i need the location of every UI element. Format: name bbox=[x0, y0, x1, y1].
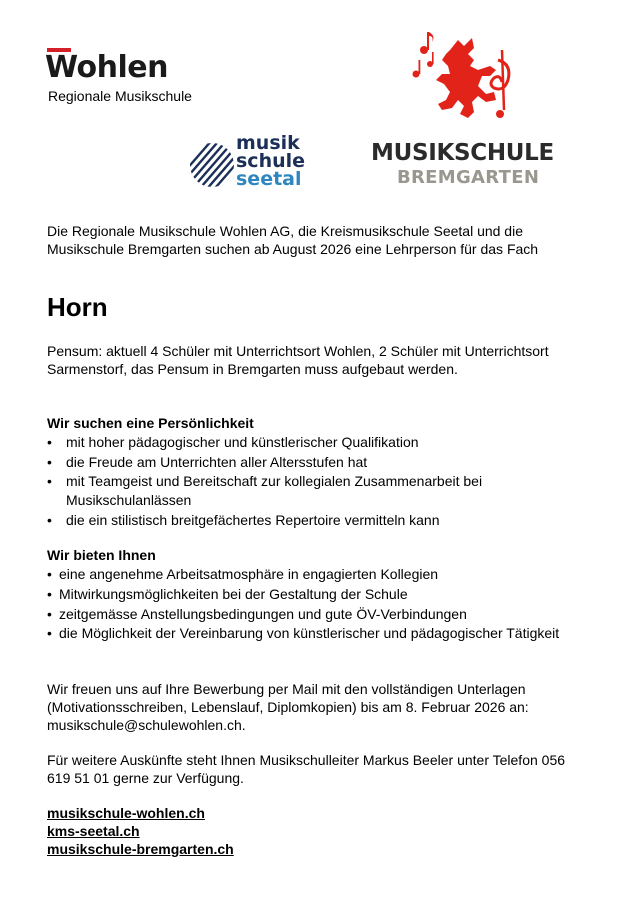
seetal-logo-line3: seetal bbox=[236, 168, 302, 190]
wohlen-logo: Wohlen bbox=[45, 50, 168, 85]
list-item: • zeitgemässe Anstellungsbedingungen und gute ÖV-Verbindungen bbox=[47, 604, 592, 624]
bremgarten-logo-subtitle: BREMGARTEN bbox=[397, 167, 540, 188]
musikschule-seetal-logo bbox=[236, 134, 305, 188]
intro-paragraph: Die Regionale Musikschule Wohlen AG, die Kreismusikschule Seetal und die Musikschule Bremgarten suchen ab August 2026 eine Lehrperson für das Fach bbox=[47, 223, 539, 257]
offer-section bbox=[47, 546, 592, 642]
seeking-list bbox=[47, 432, 592, 530]
seetal-logo-line1: musik bbox=[236, 132, 300, 154]
website-links bbox=[47, 804, 592, 858]
list-item: • mit Teamgeist und Bereitschaft zur kollegialen Zusammenarbeit bei Musikschulanlässen bbox=[47, 472, 592, 510]
offer-list bbox=[47, 564, 592, 642]
link-seetal[interactable]: kms-seetal.ch bbox=[47, 823, 140, 839]
page-title: Horn bbox=[47, 292, 108, 322]
seeking-section bbox=[47, 414, 592, 530]
seeking-title: Wir suchen eine Persönlichkeit bbox=[47, 415, 254, 431]
link-bremgarten[interactable]: musikschule-bremgarten.ch bbox=[47, 841, 234, 857]
bremgarten-lion-icon bbox=[412, 30, 522, 130]
wohlen-logo-subtitle: Regionale Musikschule bbox=[48, 88, 192, 104]
list-item: • eine angenehme Arbeitsatmosphäre in engagierten Kollegien bbox=[47, 564, 592, 584]
pensum-paragraph: Pensum: aktuell 4 Schüler mit Unterrichtsort Wohlen, 2 Schüler mit Unterrichtsort Sarmenstorf, das Pensum in Bremgarten muss aufgebaut werden. bbox=[47, 343, 549, 377]
list-item: • die Möglichkeit der Vereinbarung von künstlerischer und pädagogischer Tätigkeit bbox=[47, 624, 592, 642]
contact-paragraph: Für weitere Auskünfte steht Ihnen Musikschulleiter Markus Beeler unter Telefon 056 619 51 01 gerne zur Verfügung. bbox=[47, 752, 566, 786]
link-wohlen[interactable]: musikschule-wohlen.ch bbox=[47, 805, 205, 821]
application-paragraph: Wir freuen uns auf Ihre Bewerbung per Mail mit den vollständigen Unterlagen (Motivationsschreiben, Lebenslauf, Diplomkopien) bis am 8. Februar 2026 an: musikschule@schulewohlen.ch. bbox=[47, 681, 529, 733]
list-item: • mit hoher pädagogischer und künstlerischer Qualifikation bbox=[47, 432, 592, 452]
offer-title: Wir bieten Ihnen bbox=[47, 547, 156, 563]
list-item: • die Freude am Unterrichten aller Altersstufen hat bbox=[47, 452, 592, 472]
seetal-logo-line2: schule bbox=[236, 150, 306, 172]
musikschule-seetal-logo-mark-icon bbox=[189, 142, 235, 188]
list-item: • die ein stilistisch breitgefächertes Repertoire vermitteln kann bbox=[47, 510, 592, 530]
list-item: • Mitwirkungsmöglichkeiten bei der Gestaltung der Schule bbox=[47, 584, 592, 604]
bremgarten-logo-title: MUSIKSCHULE bbox=[371, 140, 554, 166]
